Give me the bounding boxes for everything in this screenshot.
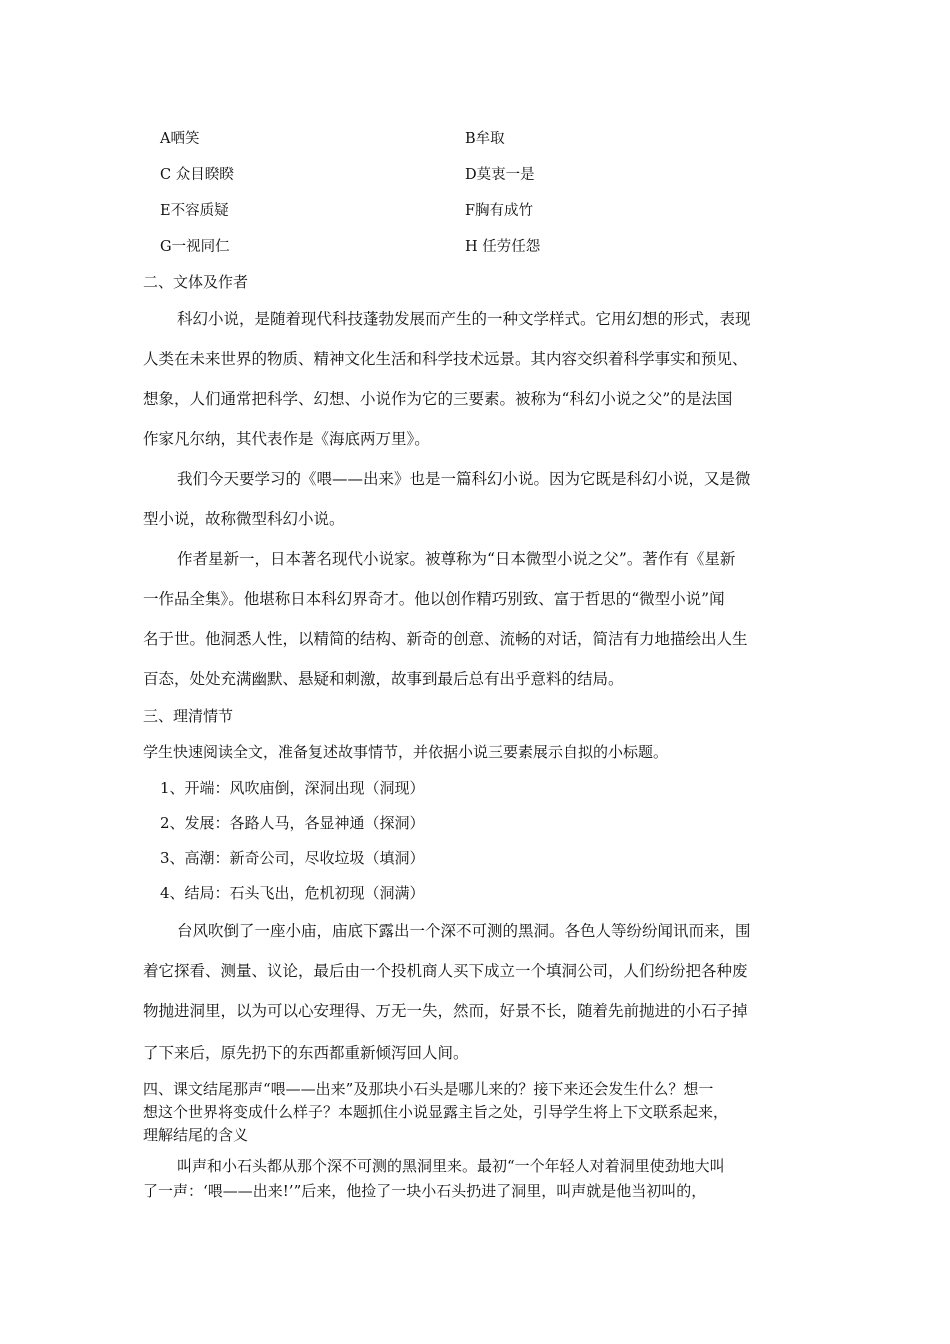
option-h: H 任劳任怨 — [465, 239, 541, 255]
option-b: B牟取 — [465, 131, 505, 147]
section-2-heading: 二、文体及作者 — [143, 273, 249, 291]
paragraph-line: 作家凡尔纳，其代表作是《海底两万里》。 — [143, 430, 430, 448]
section-3-heading: 三、理清情节 — [143, 707, 234, 725]
option-d: D莫衷一是 — [465, 167, 535, 183]
section-4-heading: 想这个世界将变成什么样子？本题抓住小说显露主旨之处，引导学生将上下文联系起来， — [143, 1103, 729, 1121]
paragraph-line: 一作品全集》。他堪称日本科幻界奇才。他以创作精巧别致、富于哲思的“微型小说”闻 — [143, 590, 725, 608]
paragraph-line: 作者星新一，日本著名现代小说家。被尊称为“日本微型小说之父”。著作有《星新 — [177, 550, 736, 568]
paragraph-line: 着它探看、测量、议论，最后由一个投机商人买下成立一个填洞公司，人们纷纷把各种废 — [143, 962, 748, 980]
plot-item: 4、结局：石头飞出，危机初现（洞满） — [160, 884, 425, 902]
paragraph-line: 百态，处处充满幽默、悬疑和刺激，故事到最后总有出乎意料的结局。 — [143, 670, 624, 688]
option-f: F胸有成竹 — [465, 203, 534, 219]
paragraph-line: 了一声：‘喂——出来!’”后来，他捡了一块小石头扔进了洞里，叫声就是他当初叫的， — [143, 1182, 707, 1200]
paragraph-line: 叫声和小石头都从那个深不可测的黑洞里来。最初“一个年轻人对着洞里使劲地大叫 — [177, 1157, 725, 1175]
option-e: E不容质疑 — [160, 203, 229, 219]
paragraph-line: 科幻小说，是随着现代科技蓬勃发展而产生的一种文学样式。它用幻想的形式，表现 — [177, 310, 751, 328]
section-3-intro: 学生快速阅读全文，准备复述故事情节，并依据小说三要素展示自拟的小标题。 — [143, 743, 669, 761]
option-a: A哂笑 — [160, 131, 200, 147]
option-c: C 众目睽睽 — [160, 167, 234, 183]
paragraph-line: 名于世。他洞悉人性，以精简的结构、新奇的创意、流畅的对话，简洁有力地描绘出人生 — [143, 630, 748, 648]
paragraph-line: 我们今天要学习的《喂——出来》也是一篇科幻小说。因为它既是科幻小说，又是微 — [177, 470, 751, 488]
paragraph-line: 台风吹倒了一座小庙，庙底下露出一个深不可测的黑洞。各色人等纷纷闻讯而来，围 — [177, 922, 751, 940]
paragraph-line: 型小说，故称微型科幻小说。 — [143, 510, 345, 528]
option-g: G一视同仁 — [160, 239, 230, 255]
section-4-heading: 四、课文结尾那声“喂——出来”及那块小石头是哪儿来的？接下来还会发生什么？想一 — [143, 1080, 714, 1098]
paragraph-line: 了下来后，原先扔下的东西都重新倾泻回人间。 — [143, 1044, 469, 1062]
paragraph-line: 物抛进洞里，以为可以心安理得、万无一失，然而，好景不长，随着先前抛进的小石子掉 — [143, 1002, 748, 1020]
plot-item: 2、发展：各路人马，各显神通（探洞） — [160, 814, 425, 832]
paragraph-line: 想象，人们通常把科学、幻想、小说作为它的三要素。被称为“科幻小说之父”的是法国 — [143, 390, 733, 408]
section-4-heading: 理解结尾的含义 — [143, 1126, 249, 1144]
paragraph-line: 人类在未来世界的物质、精神文化生活和科学技术远景。其内容交织着科学事实和预见、 — [143, 350, 748, 368]
plot-item: 3、高潮：新奇公司，尽收垃圾（填洞） — [160, 849, 425, 867]
plot-item: 1、开端：风吹庙倒，深洞出现（洞现） — [160, 779, 425, 797]
